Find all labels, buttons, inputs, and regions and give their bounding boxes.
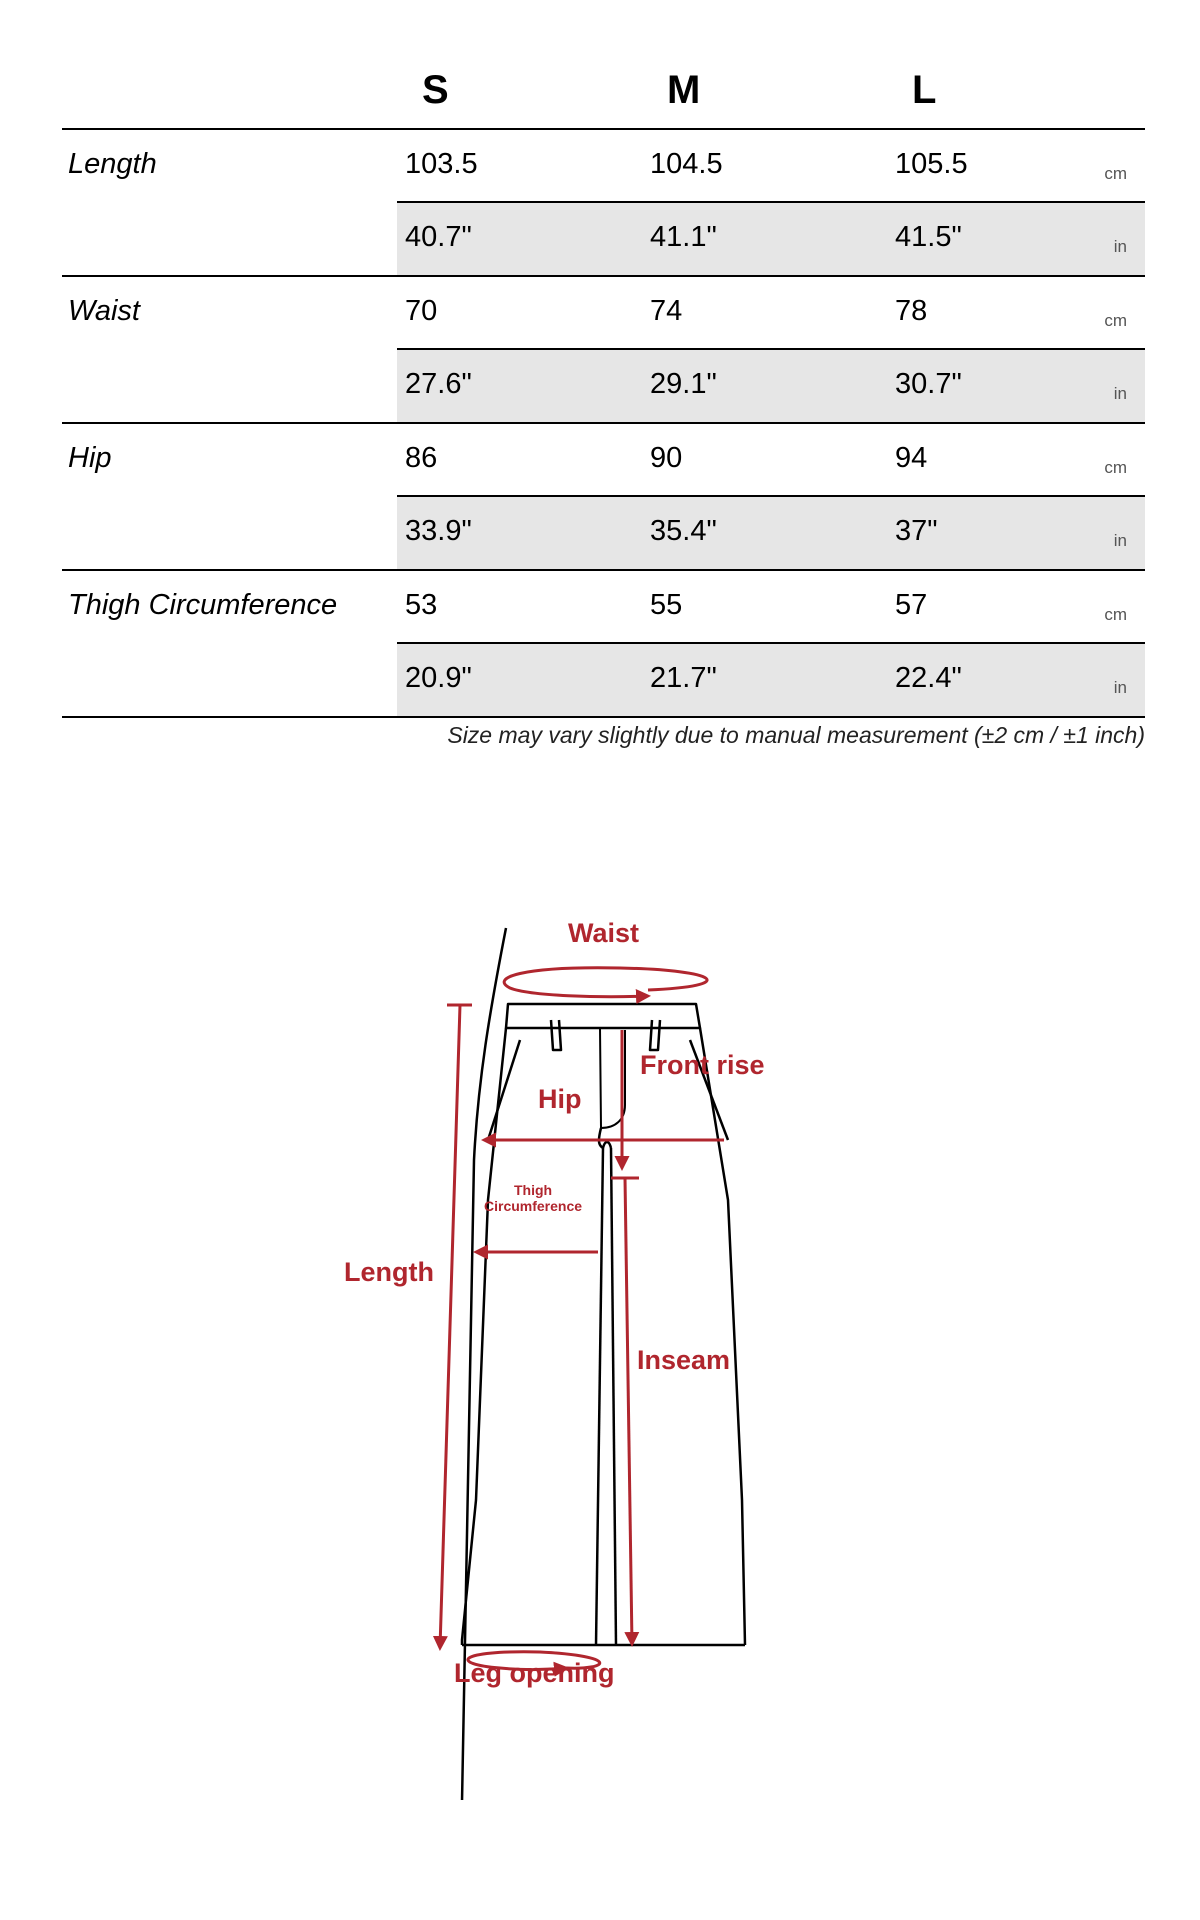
unit-in: in bbox=[1113, 678, 1127, 697]
unit-cm: cm bbox=[1104, 605, 1127, 624]
measurement-group-thigh bbox=[62, 571, 1145, 718]
value-m-cm: 74 bbox=[650, 295, 683, 327]
value-s-in: 40.7" bbox=[405, 221, 472, 253]
unit-cm: cm bbox=[1104, 164, 1127, 183]
waist-measure-mark bbox=[504, 968, 707, 997]
in-row bbox=[397, 497, 1145, 569]
value-s-cm: 70 bbox=[405, 295, 438, 327]
inseam-arrow bbox=[625, 1178, 632, 1644]
hip-label: Hip bbox=[538, 1084, 582, 1114]
thigh-label-line1: Thigh bbox=[513, 1182, 553, 1198]
unit-in: in bbox=[1113, 531, 1127, 550]
in-row bbox=[397, 203, 1145, 275]
value-m-cm: 55 bbox=[650, 589, 683, 621]
in-row bbox=[397, 350, 1145, 422]
measurement-label: Hip bbox=[68, 442, 112, 474]
measurement-label: Length bbox=[68, 148, 157, 180]
pants-measurement-diagram bbox=[0, 900, 1200, 1800]
size-header-s: S bbox=[422, 68, 449, 112]
value-m-in: 29.1" bbox=[650, 368, 717, 400]
value-l-in: 37" bbox=[895, 515, 938, 547]
value-s-cm: 86 bbox=[405, 442, 438, 474]
measurement-group-hip bbox=[62, 424, 1145, 571]
measurement-label: Waist bbox=[68, 295, 140, 327]
cm-row bbox=[397, 571, 1145, 644]
value-l-in: 30.7" bbox=[895, 368, 962, 400]
value-m-cm: 90 bbox=[650, 442, 683, 474]
size-header-row bbox=[62, 60, 1145, 130]
value-m-cm: 104.5 bbox=[650, 148, 723, 180]
cm-row bbox=[397, 130, 1145, 203]
value-l-cm: 57 bbox=[895, 589, 928, 621]
value-l-in: 22.4" bbox=[895, 662, 962, 694]
front-rise-label: Front rise bbox=[640, 1050, 765, 1080]
measurement-label: Thigh Circumference bbox=[68, 589, 338, 621]
waist-label: Waist bbox=[568, 918, 640, 948]
size-header-l: L bbox=[912, 68, 937, 112]
inseam-label: Inseam bbox=[637, 1345, 731, 1375]
thigh-label-line2: Circumference bbox=[484, 1198, 583, 1214]
size-header-m: M bbox=[667, 68, 701, 112]
length-label: Length bbox=[344, 1257, 434, 1287]
value-s-cm: 103.5 bbox=[405, 148, 478, 180]
unit-cm: cm bbox=[1104, 311, 1127, 330]
cm-row bbox=[397, 424, 1145, 497]
value-m-in: 35.4" bbox=[650, 515, 717, 547]
thigh-label bbox=[484, 1182, 582, 1214]
measurement-group-waist bbox=[62, 277, 1145, 424]
in-row bbox=[397, 644, 1145, 716]
value-l-cm: 78 bbox=[895, 295, 928, 327]
value-m-in: 21.7" bbox=[650, 662, 717, 694]
size-table bbox=[62, 60, 1145, 718]
length-arrow bbox=[440, 1005, 460, 1648]
value-s-in: 33.9" bbox=[405, 515, 472, 547]
value-l-cm: 94 bbox=[895, 442, 928, 474]
unit-in: in bbox=[1113, 384, 1127, 403]
value-s-in: 20.9" bbox=[405, 662, 472, 694]
value-s-cm: 53 bbox=[405, 589, 438, 621]
cm-row bbox=[397, 277, 1145, 350]
unit-in: in bbox=[1113, 237, 1127, 256]
value-m-in: 41.1" bbox=[650, 221, 717, 253]
value-s-in: 27.6" bbox=[405, 368, 472, 400]
unit-cm: cm bbox=[1104, 458, 1127, 477]
measurement-group-length bbox=[62, 130, 1145, 277]
value-l-in: 41.5" bbox=[895, 221, 962, 253]
measurement-note: Size may vary slightly due to manual measurement (±2 cm / ±1 inch) bbox=[447, 722, 1145, 748]
value-l-cm: 105.5 bbox=[895, 148, 968, 180]
leg-opening-label: Leg opening bbox=[454, 1658, 615, 1688]
